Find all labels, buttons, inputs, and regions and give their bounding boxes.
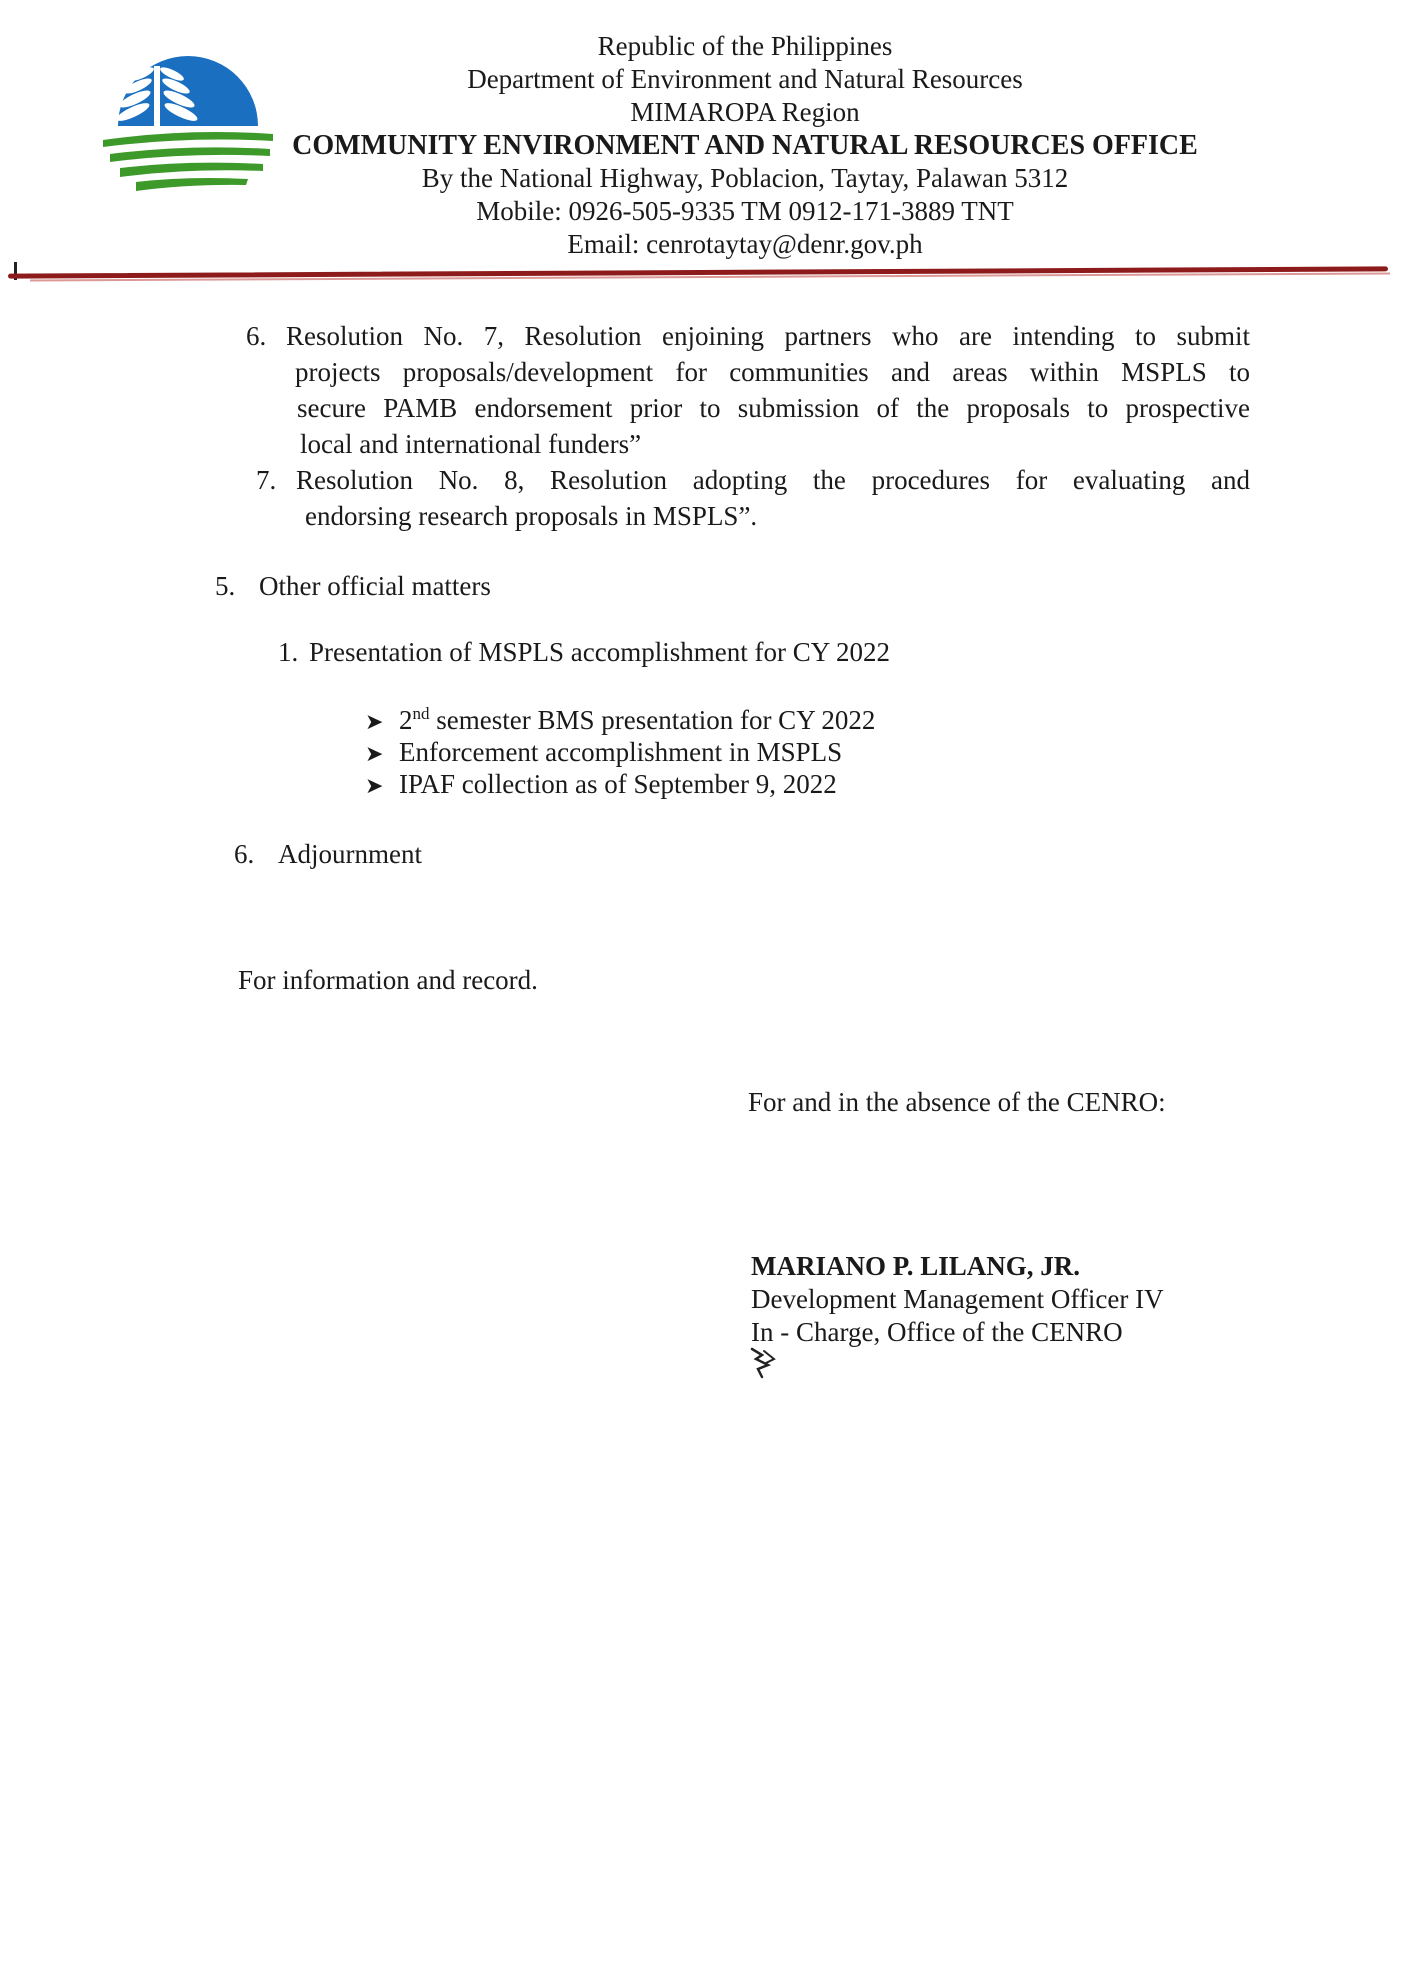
header-region: MIMAROPA Region	[630, 97, 860, 127]
arrow-bullet-icon: ➤	[365, 709, 384, 734]
header-office: COMMUNITY ENVIRONMENT AND NATURAL RESOURCES OFFICE	[292, 130, 1198, 161]
signatory-title: Development Management Officer IV	[751, 1284, 1164, 1314]
list-number: 1.	[278, 637, 299, 667]
bullet-item: ➤ Enforcement accomplishment in MSPLS	[365, 734, 842, 772]
adjournment-label: Adjournment	[278, 839, 422, 869]
header-address: By the National Highway, Poblacion, Taytay, Palawan 5312	[421, 163, 1069, 193]
arrow-bullet-icon: ➤	[365, 741, 384, 766]
signatory-role: In - Charge, Office of the CENRO	[751, 1317, 1123, 1347]
letterhead	[270, 30, 1220, 261]
header-department: Department of Environment and Natural Resources	[467, 64, 1023, 94]
other-matters-label: Other official matters	[259, 571, 491, 601]
resolution-6-line-3: secure PAMB endorsement prior to submission of the proposals to prospective	[297, 393, 1250, 423]
list-number: 5.	[215, 571, 236, 601]
closing-line: For information and record.	[238, 965, 538, 995]
resolution-6-line-1: Resolution No. 7, Resolution enjoining partners who are intending to submit	[286, 321, 1250, 351]
resolution-7-line-2: endorsing research proposals in MSPLS”.	[305, 501, 758, 531]
bullet-item: ➤ 2nd semester BMS presentation for CY 2022	[365, 702, 875, 740]
resolution-6-line-2: projects proposals/development for communities and areas within MSPLS to	[295, 357, 1250, 387]
resolution-6-line-4: local and international funders”	[300, 429, 642, 459]
header-mobile: Mobile: 0926-505-9335 TM 0912-171-3889 TNT	[476, 196, 1014, 226]
list-number: 6.	[234, 839, 255, 869]
bullet-item: ➤ IPAF collection as of September 9, 2022	[365, 766, 837, 804]
presentation-label: Presentation of MSPLS accomplishment for CY 2022	[309, 637, 890, 667]
list-number: 7.	[256, 465, 277, 495]
resolution-7-line-1: Resolution No. 8, Resolution adopting the procedures for evaluating and	[296, 465, 1250, 495]
initials-mark-icon	[748, 1345, 778, 1379]
header-republic: Republic of the Philippines	[597, 31, 893, 61]
signatory-name: MARIANO P. LILANG, JR.	[751, 1251, 1081, 1281]
denr-logo-icon	[98, 48, 276, 206]
list-number: 6.	[246, 321, 267, 351]
arrow-bullet-icon: ➤	[365, 773, 384, 798]
header-email: Email: cenrotaytay@denr.gov.ph	[567, 229, 923, 259]
signature-preface: For and in the absence of the CENRO:	[748, 1087, 1166, 1117]
